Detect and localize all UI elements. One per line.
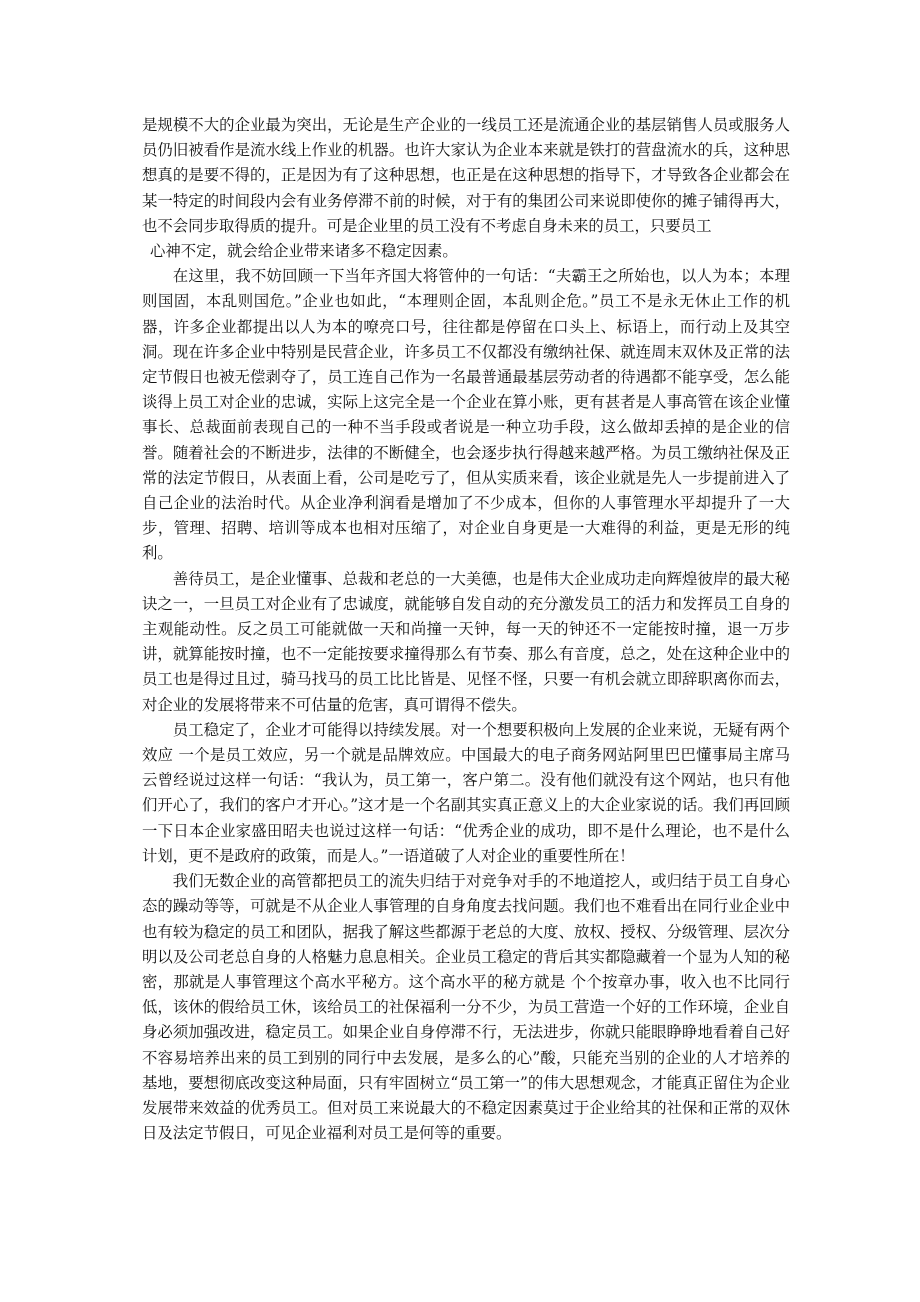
- paragraph-4: 善待员工，是企业懂事、总裁和老总的一大美德，也是伟大企业成功走向辉煌彼岸的最大秘诀之一，一旦员工对企业有了忠诚度，就能够自发自动的充分激发员工的活力和发挥员工自身的主观能动性。反之员工可能就做一天和尚撞一天钟，每一天的钟还不一定能按时撞，退一万步讲，就算能按时撞，也不一定能按要求撞得那么有节奏、那么有音度，总之，处在这种企业中的员工也是得过且过，骑马找马的员工比比皆是、见怪不怪，只要一有机会就立即辞职离你而去，对企业的发展将带来不可估量的危害，真可谓得不偿失。: [142, 569, 790, 714]
- paragraph-2: 心神不定，就会给企业带来诸多不稳定因素。: [150, 242, 458, 261]
- paragraph-3: 在这里，我不妨回顾一下当年齐国大将管仲的一句话：“夫霸王之所始也，以人为本；本理则国固，本乱则国危。”企业也如此，“本理则企固，本乱则企危。”员工不是永无休止工作的机器，许多企业都提出以人为本的嘹亮口号，往往都是停留在口头上、标语上，而行动上及其空洞。现在许多企业中特别是民营企业，许多员工不仅都没有缴纳社保、就连周末双休及正常的法定节假日也被无偿剥夺了，员工连自己作为一名最普通最基层劳动者的待遇都不能享受，怎么能谈得上员工对企业的忠诚，实际上这完全是一个企业在算小账，更有甚者是人事高管在该企业懂事长、总裁面前表现自己的一种不当手段或者说是一种立功手段，这么做却丢掉的是企业的信誉。随着社会的不断进步，法律的不断健全，也会逐步执行得越来越严格。为员工缴纳社保及正常的法定节假日，从表面上看，公司是吃亏了，但从实质来看，该企业就是先人一步提前进入了自己企业的法治时代。从企业净利润看是增加了不少成本，但你的人事管理水平却提升了一大步，管理、招聘、培训等成本也相对压缩了，对企业自身更是一大难得的利益，更是无形的纯利。: [142, 267, 790, 563]
- paragraph-1: 是规模不大的企业最为突出，无论是生产企业的一线员工还是流通企业的基层销售人员或服务人员仍旧被看作是流水线上作业的机器。也许大家认为企业本来就是铁打的营盘流水的兵，这种思想真的是要不得的，正是因为有了这种思想，也正是在这种思想的指导下，才导致各企业都会在某一特定的时间段内会有业务停滞不前的时候，对于有的集团公司来说即使你的摊子铺得再大，也不会同步取得质的提升。可是企业里的员工没有不考虑自身未来的员工，只要员工: [142, 116, 790, 235]
- document-body: [142, 113, 790, 1146]
- paragraph-6: 我们无数企业的高管都把员工的流失归结于对竞争对手的不地道挖人，或归结于员工自身心态的躁动等等，可就是不从企业人事管理的自身角度去找问题。我们也不难看出在同行业企业中也有较为稳定的员工和团队，据我了解这些都源于老总的大度、放权、授权、分级管理、层次分明以及公司老总自身的人格魅力息息相关。企业员工稳定的背后其实都隐藏着一个显为人知的秘密，那就是人事管理这个高水平秘方。这个高水平的秘方就是 个个按章办事，收入也不比同行低，该休的假给员工休，该给员工的社保福利一分不少，为员工营造一个好的工作环境，企业自身必须加强改进，稳定员工。如果企业自身停滞不行，无法进步，你就只能眼睁睁地看着自己好不容易培养出来的员工到别的同行中去发展，是多么的心”酸，只能充当别的企业的人才培养的基地，要想彻底改变这种局面，只有牢固树立“员工第一”的伟大思想观念，才能真正留住为企业发展带来效益的优秀员工。但对员工来说最大的不稳定因素莫过于企业给其的社保和正常的双休日及法定节假日，可见企业福利对员工是何等的重要。: [142, 872, 790, 1143]
- paragraph-5: 员工稳定了，企业才可能得以持续发展。对一个想要积极向上发展的企业来说，无疑有两个效应 一个是员工效应，另一个就是品牌效应。中国最大的电子商务网站阿里巴巴懂事局主席马云曾经说过这样一句话：“我认为，员工第一，客户第二。没有他们就没有这个网站，也只有他们开心了，我们的客户才开心。”这才是一个名副其实真正意义上的大企业家说的话。我们再回顾一下日本企业家盛田昭夫也说过这样一句话：“优秀企业的成功，即不是什么理论，也不是什么计划，更不是政府的政策，而是人。”一语道破了人对企业的重要性所在！: [142, 720, 790, 865]
